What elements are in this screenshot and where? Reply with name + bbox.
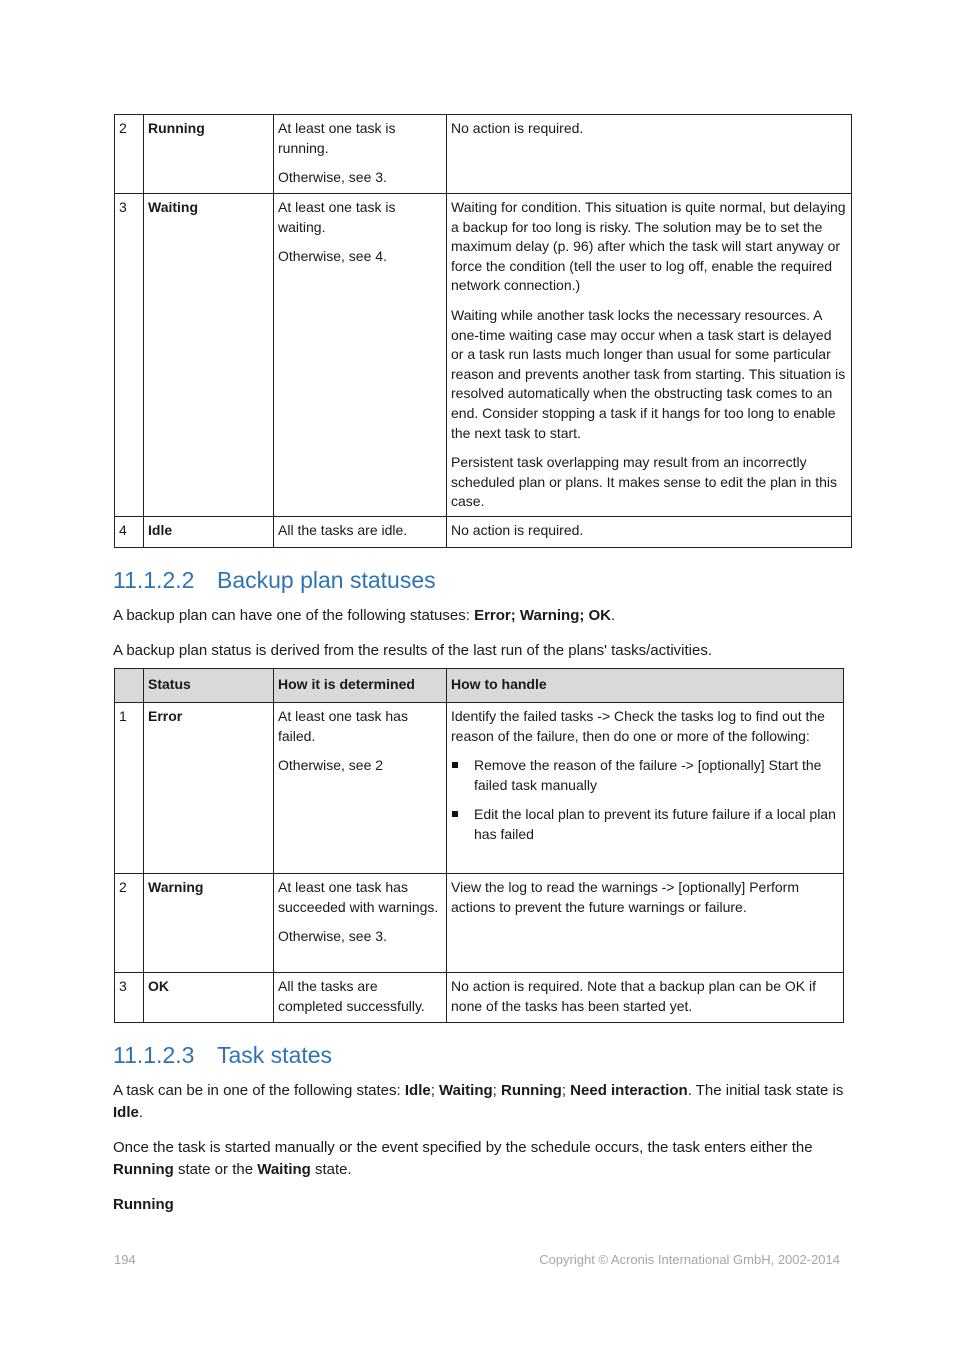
row-number: 2 bbox=[115, 874, 144, 973]
how-to-handle-cell bbox=[447, 703, 844, 874]
table-header-row bbox=[115, 669, 844, 703]
text: A task can be in one of the following states: bbox=[113, 1082, 405, 1099]
status-name: Running bbox=[144, 115, 274, 194]
table-row bbox=[115, 703, 844, 874]
table-row bbox=[115, 973, 844, 1023]
table-row bbox=[115, 517, 852, 548]
header-how-to-handle: How to handle bbox=[447, 669, 844, 703]
determined-text: Otherwise, see 3. bbox=[278, 928, 387, 945]
determined-text: At least one task is running. bbox=[278, 120, 396, 156]
list-item bbox=[451, 756, 839, 795]
handle-text: Persistent task overlapping may result from an incorrectly scheduled plan or plans. It makes sense to edit the plan in this case. bbox=[451, 454, 838, 510]
text: . bbox=[611, 607, 616, 624]
section-title: Task states bbox=[217, 1042, 333, 1068]
bold-text: Running bbox=[501, 1082, 562, 1099]
paragraph-statuses-intro bbox=[113, 605, 848, 627]
how-to-handle-cell bbox=[447, 973, 844, 1023]
text: ; bbox=[492, 1082, 501, 1099]
status-name: OK bbox=[144, 973, 274, 1023]
how-determined-cell bbox=[274, 115, 447, 194]
handle-text: No action is required. bbox=[451, 120, 584, 136]
row-number: 1 bbox=[115, 703, 144, 874]
paragraph-status-derivation bbox=[113, 640, 848, 662]
section-heading-backup-plan-statuses bbox=[113, 567, 436, 594]
row-number: 3 bbox=[115, 973, 144, 1023]
how-to-handle-cell bbox=[447, 874, 844, 973]
how-determined-cell bbox=[274, 973, 447, 1023]
status-name: Warning bbox=[144, 874, 274, 973]
handle-text: No action is required. bbox=[451, 522, 584, 538]
backup-plan-statuses-table bbox=[114, 668, 844, 1023]
table-row bbox=[115, 115, 852, 194]
bold-text: Waiting bbox=[257, 1160, 311, 1178]
subheading-text: Running bbox=[113, 1196, 174, 1213]
status-name: Error bbox=[144, 703, 274, 874]
text: Once the task is started manually or the event specified by the schedule occurs, the task enters either the bbox=[113, 1139, 813, 1156]
how-to-handle-cell bbox=[447, 194, 852, 517]
paragraph-task-start bbox=[113, 1137, 848, 1180]
section-title: Backup plan statuses bbox=[217, 567, 436, 593]
header-how-determined: How it is determined bbox=[274, 669, 447, 703]
how-determined-cell bbox=[274, 517, 447, 548]
bullet-list bbox=[451, 756, 839, 844]
text: . The initial task state is bbox=[687, 1082, 844, 1099]
determined-text: Otherwise, see 2 bbox=[278, 757, 384, 774]
list-item-text: Remove the reason of the failure -> [optionally] Start the failed task manually bbox=[474, 757, 822, 793]
handle-text: Identify the failed tasks -> Check the tasks log to find out the reason of the failure, then do one or more of the following: bbox=[451, 708, 825, 744]
bold-text: Idle bbox=[113, 1103, 139, 1121]
handle-text: No action is required. Note that a backup plan can be OK if none of the tasks has been started yet. bbox=[451, 978, 816, 1014]
how-determined-cell bbox=[274, 194, 447, 517]
text: state or the bbox=[173, 1160, 258, 1178]
text: state. bbox=[310, 1160, 352, 1178]
how-determined-cell bbox=[274, 703, 447, 874]
how-determined-cell bbox=[274, 874, 447, 973]
row-number: 4 bbox=[115, 517, 144, 548]
status-name: Idle bbox=[144, 517, 274, 548]
bold-text: Running bbox=[113, 1160, 174, 1178]
table-row bbox=[115, 874, 844, 973]
bold-text: Idle bbox=[404, 1082, 431, 1099]
text: ; bbox=[430, 1082, 440, 1099]
determined-text: All the tasks are idle. bbox=[278, 522, 408, 538]
determined-text: At least one task is waiting. bbox=[278, 199, 396, 235]
task-statuses-table bbox=[114, 114, 852, 548]
text: ; bbox=[561, 1082, 571, 1099]
header-status: Status bbox=[144, 669, 274, 703]
subheading-running bbox=[113, 1194, 848, 1216]
section-number: 11.1.2.2 bbox=[113, 567, 195, 593]
table-row bbox=[115, 194, 852, 517]
text: A backup plan status is derived from the results of the last run of the plans' tasks/activities. bbox=[113, 642, 712, 659]
row-number: 3 bbox=[115, 194, 144, 517]
list-item-text: Edit the local plan to prevent its future failure if a local plan has failed bbox=[474, 806, 836, 842]
square-bullet-icon bbox=[452, 762, 458, 768]
list-item bbox=[451, 805, 839, 844]
header-num bbox=[115, 669, 144, 703]
determined-text: At least one task has failed. bbox=[278, 708, 408, 744]
status-name: Waiting bbox=[144, 194, 274, 517]
row-number: 2 bbox=[115, 115, 144, 194]
bold-text: Need interaction bbox=[570, 1082, 688, 1099]
handle-text: View the log to read the warnings -> [optionally] Perform actions to prevent the future warnings or failure. bbox=[451, 879, 799, 915]
determined-text: All the tasks are completed successfully. bbox=[278, 978, 425, 1014]
bold-text: Waiting bbox=[439, 1082, 493, 1099]
page-number: 194 bbox=[114, 1252, 136, 1267]
text: A backup plan can have one of the following statuses: bbox=[113, 607, 475, 624]
square-bullet-icon bbox=[452, 811, 458, 817]
how-to-handle-cell bbox=[447, 517, 852, 548]
determined-text: Otherwise, see 4. bbox=[278, 248, 387, 265]
determined-text: Otherwise, see 3. bbox=[278, 169, 387, 186]
handle-text: Waiting while another task locks the necessary resources. A one-time waiting case may occur when a task start is delayed or a task run lasts much longer than usual for some particular reason and prevents another task from starting. This situation is resolved automatically when the obstructing task comes to an end. Consider stopping a task if it hangs for too long to enable the next task to start. bbox=[451, 306, 846, 441]
paragraph-task-states bbox=[113, 1080, 848, 1123]
determined-text: At least one task has succeeded with warnings. bbox=[278, 879, 439, 915]
handle-text: Waiting for condition. This situation is quite normal, but delaying a backup for too long is risky. The solution may be to set the maximum delay (p. 96) after which the task will start anyway or force the condition (tell the user to log off, enable the required network connection.) bbox=[451, 199, 846, 294]
section-heading-task-states bbox=[113, 1042, 332, 1069]
text: . bbox=[138, 1103, 144, 1121]
bold-text: Error; Warning; OK bbox=[474, 607, 612, 624]
section-number: 11.1.2.3 bbox=[113, 1042, 195, 1068]
copyright-notice: Copyright © Acronis International GmbH, 2002-2014 bbox=[539, 1252, 840, 1267]
how-to-handle-cell bbox=[447, 115, 852, 194]
